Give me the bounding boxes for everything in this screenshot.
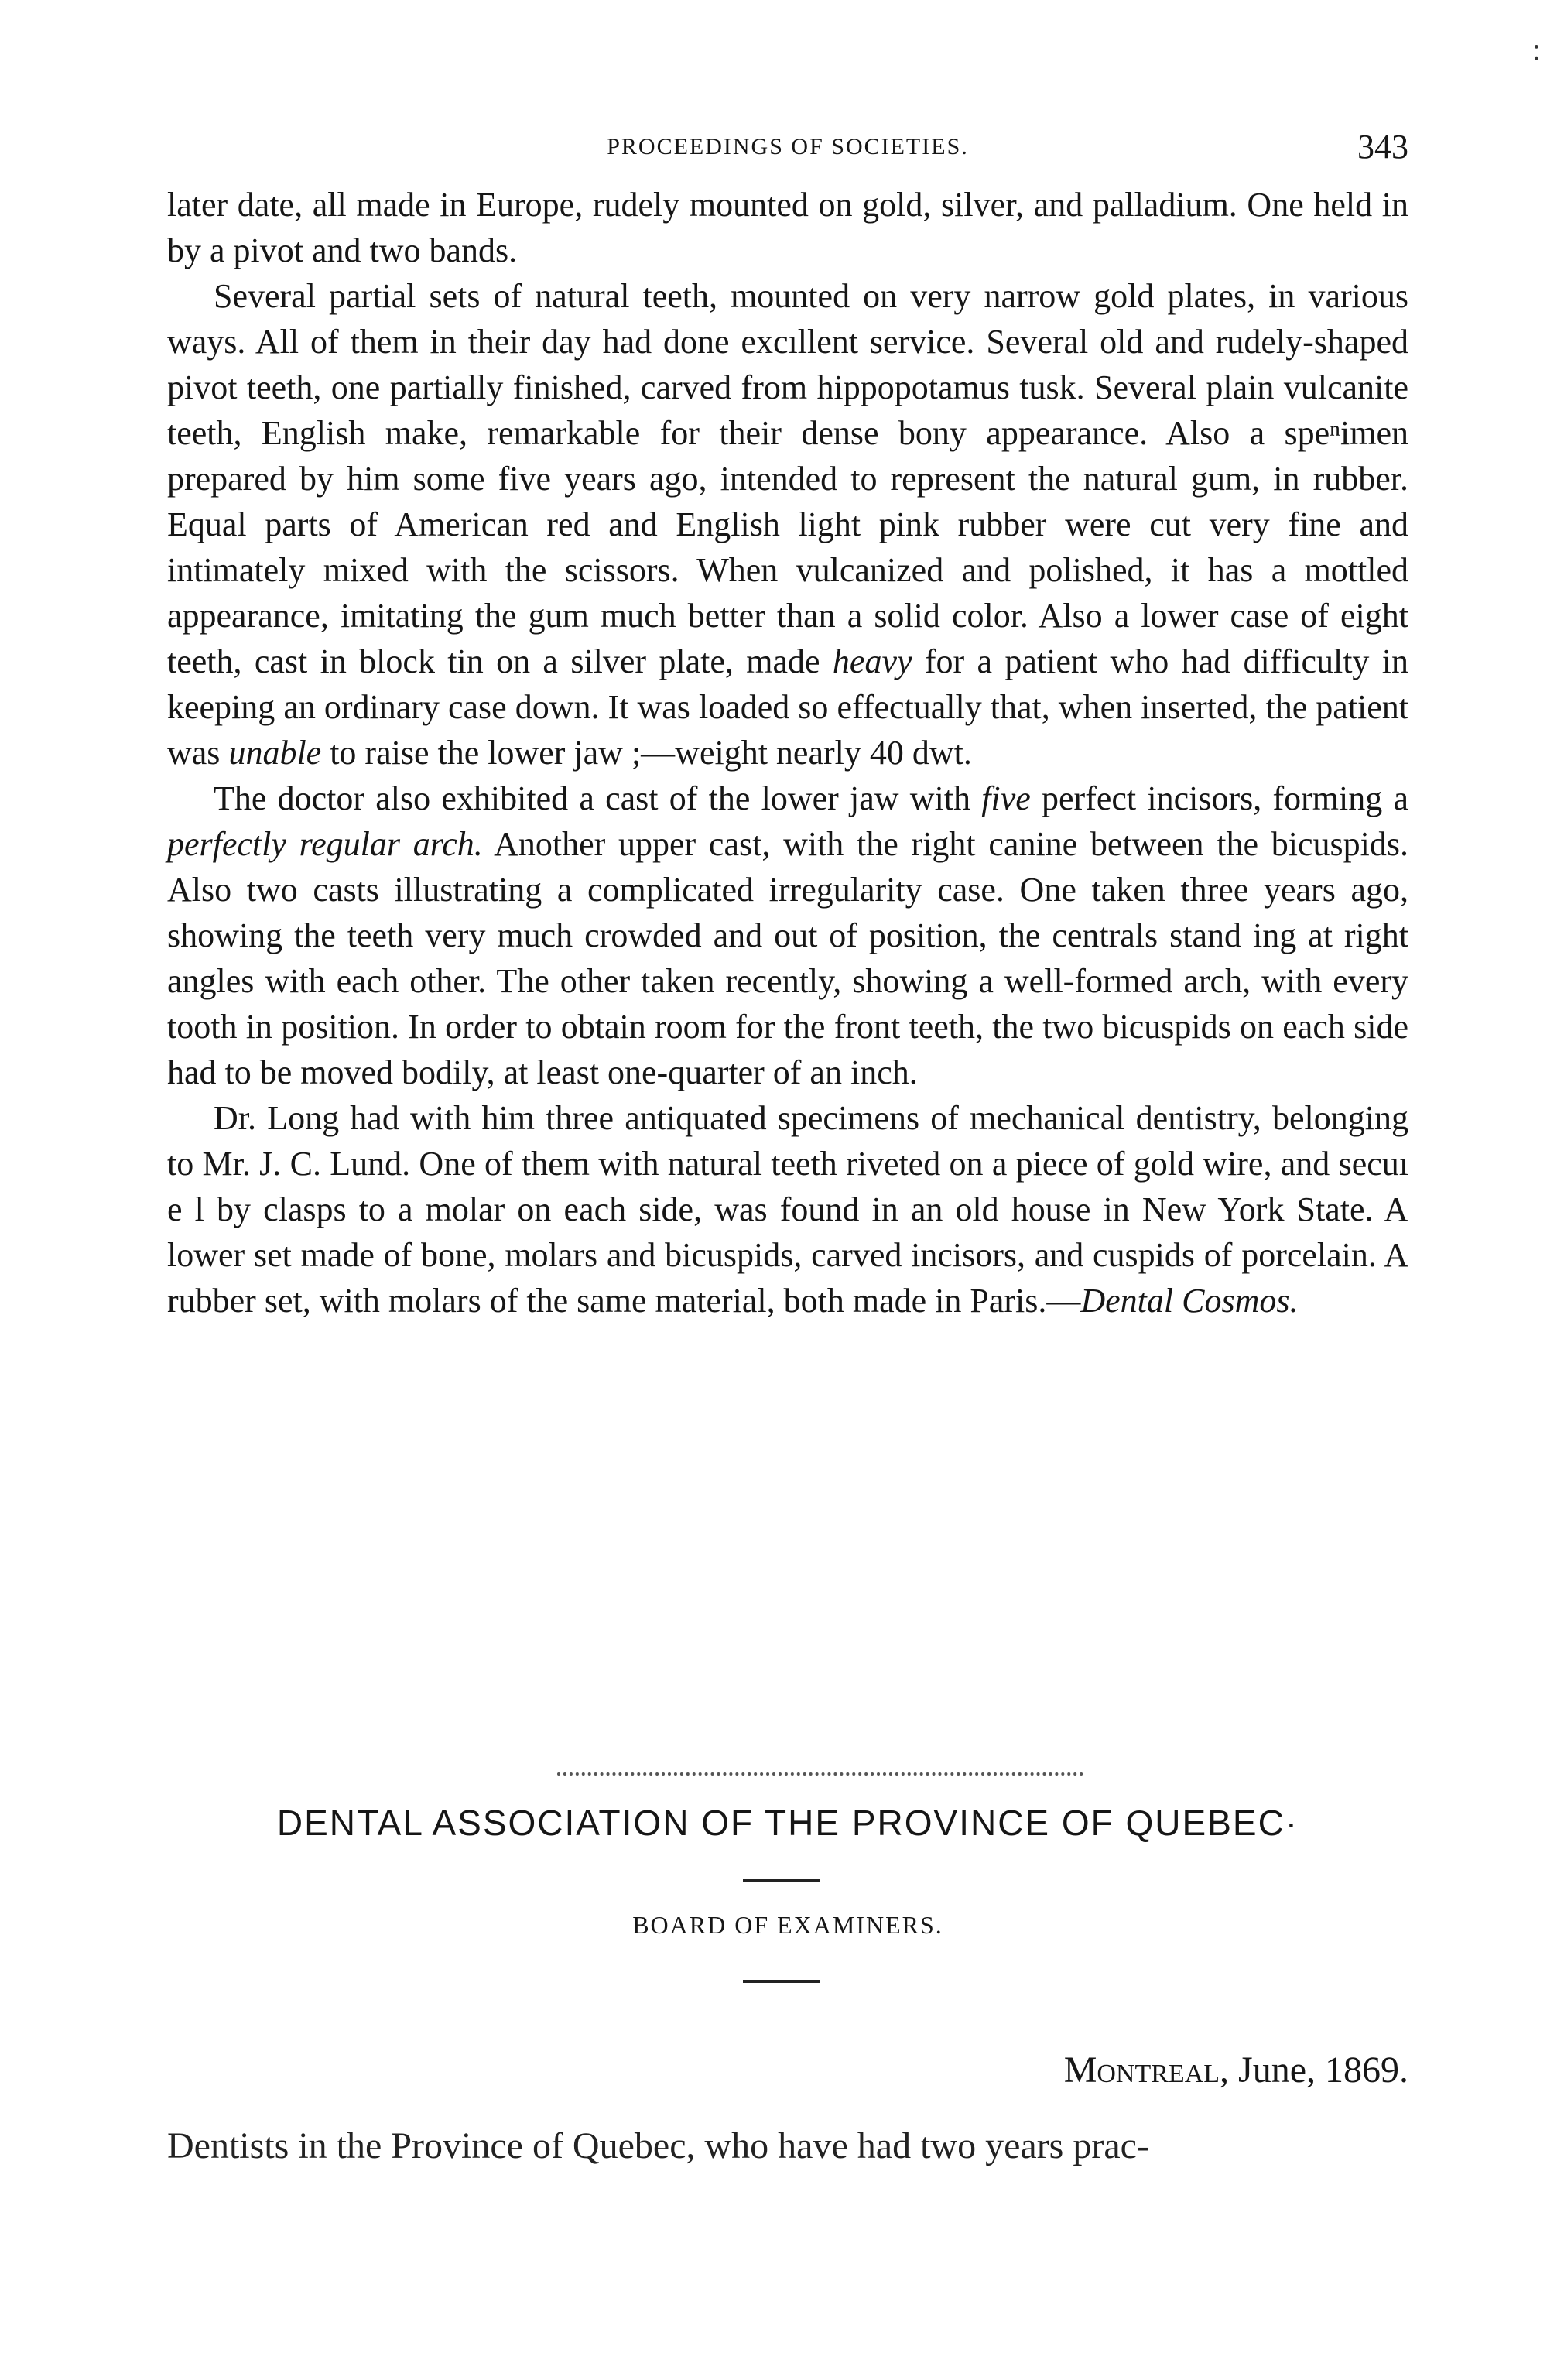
body-text — [167, 182, 1408, 1324]
body-last-line: Dentists in the Province of Quebec, who have had two years prac- — [167, 2125, 1149, 2166]
heading-rule — [743, 1879, 820, 1882]
edge-mark: : — [1531, 32, 1541, 67]
source-citation: Dental Cosmos. — [1080, 1282, 1299, 1320]
paragraph-4: Dr. Long had with him three antiquated specimens of mechanical dentistry, belonging to Mr. J. C. Lund. One of them with natural teeth riveted on a piece of gold wire, and secuı e l by clasps to a molar on each side, was found in an old house in New York State. A lower set made of bone, molars and bicuspids, carved incisors, and cuspids of porcelain. A rubber set, with molars of the same material, both made in Paris.—Dental Cosmos. — [167, 1099, 1408, 1320]
emphasis-regular-arch: perfectly regular arch. — [167, 825, 483, 863]
dateline-place: Montreal, — [1063, 2050, 1230, 2091]
running-title: PROCEEDINGS OF SOCIETIES. — [607, 134, 969, 159]
section-subheading: BOARD OF EXAMINERS. — [632, 1911, 943, 1939]
subheading-rule — [743, 1980, 820, 1983]
dotted-separator — [557, 1772, 1083, 1776]
dateline — [1064, 2043, 1408, 2097]
dateline-date: June, 1869. — [1229, 2050, 1408, 2091]
paragraph-1: later date, all made in Europe, rudely mounted on gold, silver, and palladium. One held in by a pivot and two bands. — [167, 186, 1408, 269]
emphasis-heavy: heavy — [832, 642, 912, 680]
running-header — [167, 124, 1408, 170]
emphasis-five: five — [981, 779, 1031, 817]
paragraph-2: Several partial sets of natural teeth, mounted on very narrow gold plates, in various ways. All of them in their day had done excıllent service. Several old and rudely-shaped pivot teeth, one partially finished, carved from hippopotamus tusk. Several plain vulcanite teeth, English make, remarkable for their dense bony appearance. Also a speⁿimen prepared by him some five years ago, intended to represent the natural gum, in rubber. Equal parts of American red and English light pink rubber were cut very fine and intimately mixed with the scissors. When vulcanized and polished, it has a mottled appearance, imitating the gum much better than a solid color. Also a lower case of eight teeth, cast in block tin on a silver plate, made heavy for a patient who had difficulty in keeping an ordinary case down. It was loaded so effectually that, when inserted, the patient was unable to raise the lower jaw ;—weight nearly 40 dwt. — [167, 277, 1408, 772]
emphasis-unable: unable — [228, 734, 322, 772]
paragraph-3: The doctor also exhibited a cast of the lower jaw with five perfect incisors, forming a perfectly regular arch. Another upper cast, with the right canine between the bicuspids. Also two casts illustrating a complicated irregularity case. One taken three years ago, showing the teeth very much crowded and out of position, the centrals stand ing at right angles with each other. The other taken recently, showing a well-formed arch, with every tooth in position. In order to obtain room for the front teeth, the two bicuspids on each side had to be moved bodily, at least one-quarter of an inch. — [167, 779, 1409, 1091]
page-number: 343 — [1357, 128, 1408, 166]
section-heading: DENTAL ASSOCIATION OF THE PROVINCE OF QUEBEC· — [276, 1803, 1299, 1843]
